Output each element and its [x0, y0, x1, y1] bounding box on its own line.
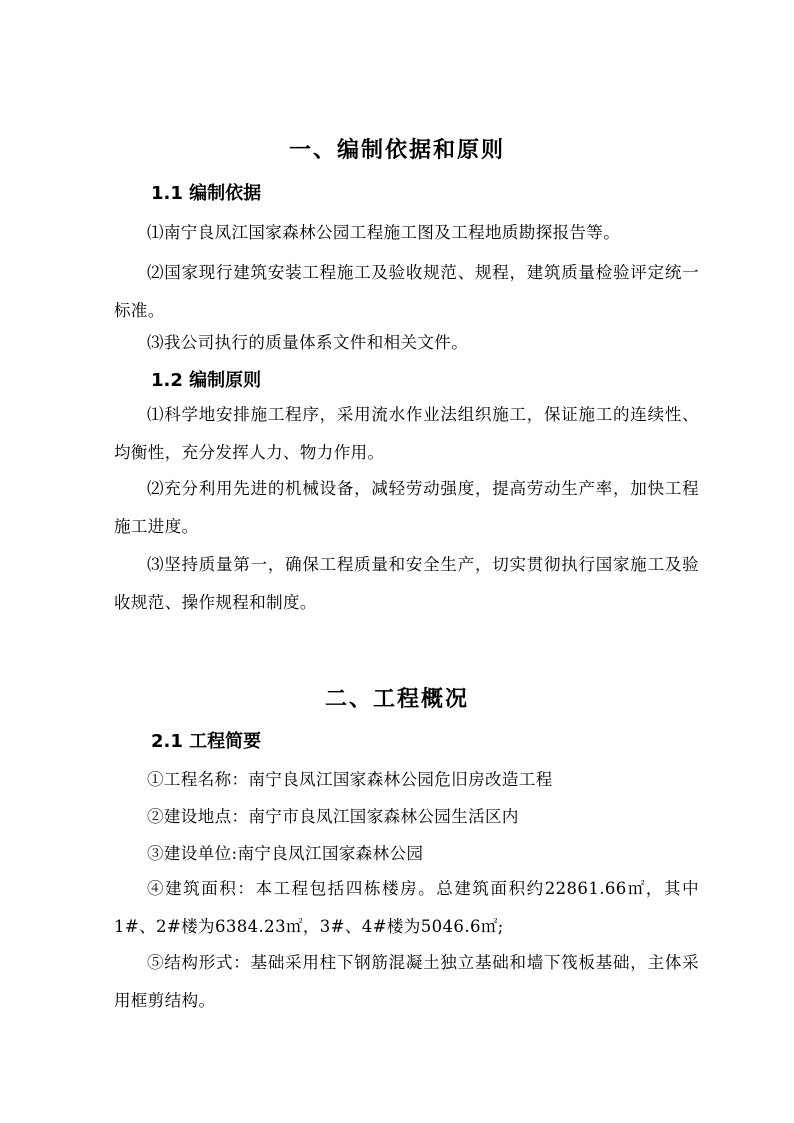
project-name: ①工程名称：南宁良凤江国家森林公园危旧房改造工程: [147, 770, 553, 789]
paragraph-1-1-1: ⑴南宁良凤江国家森林公园工程施工图及工程地质勘探报告等。: [147, 223, 621, 242]
subsection-2-1-title: 2.1 工程简要: [151, 731, 262, 752]
section-1-title: 一、编制依据和原则: [288, 137, 505, 163]
project-area: ④建筑面积：本工程包括四栋楼房。总建筑面积约22861.66㎡，其中1#、2#楼为6384.23㎡，3#、4#楼为5046.6㎡;: [114, 879, 699, 936]
paragraph-1-2-3: ⑶坚持质量第一，确保工程质量和安全生产，切实贯彻执行国家施工及验收规范、操作规程和制度。: [114, 555, 699, 612]
subsection-1-1-title: 1.1 编制依据: [151, 183, 262, 204]
paragraph-1-1-3: ⑶我公司执行的质量体系文件和相关文件。: [147, 333, 469, 352]
section-2-title: 二、工程概况: [324, 686, 469, 712]
project-location: ②建设地点：南宁市良凤江国家森林公园生活区内: [147, 807, 519, 826]
project-structure: ⑤结构形式：基础采用柱下钢筋混凝土独立基础和墙下筏板基础，主体采用框剪结构。: [114, 953, 699, 1010]
paragraph-1-1-2: ⑵国家现行建筑安装工程施工及验收规范、规程，建筑质量检验评定统一标准。: [114, 263, 699, 320]
paragraph-1-2-2: ⑵充分利用先进的机械设备，减轻劳动强度，提高劳动生产率，加快工程施工进度。: [114, 479, 699, 536]
paragraph-1-2-1: ⑴科学地安排施工程序，采用流水作业法组织施工，保证施工的连续性、均衡性，充分发挥人力、物力作用。: [114, 405, 699, 462]
subsection-1-2-title: 1.2 编制原则: [151, 370, 262, 391]
project-owner: ③建设单位:南宁良凤江国家森林公园: [147, 844, 424, 863]
